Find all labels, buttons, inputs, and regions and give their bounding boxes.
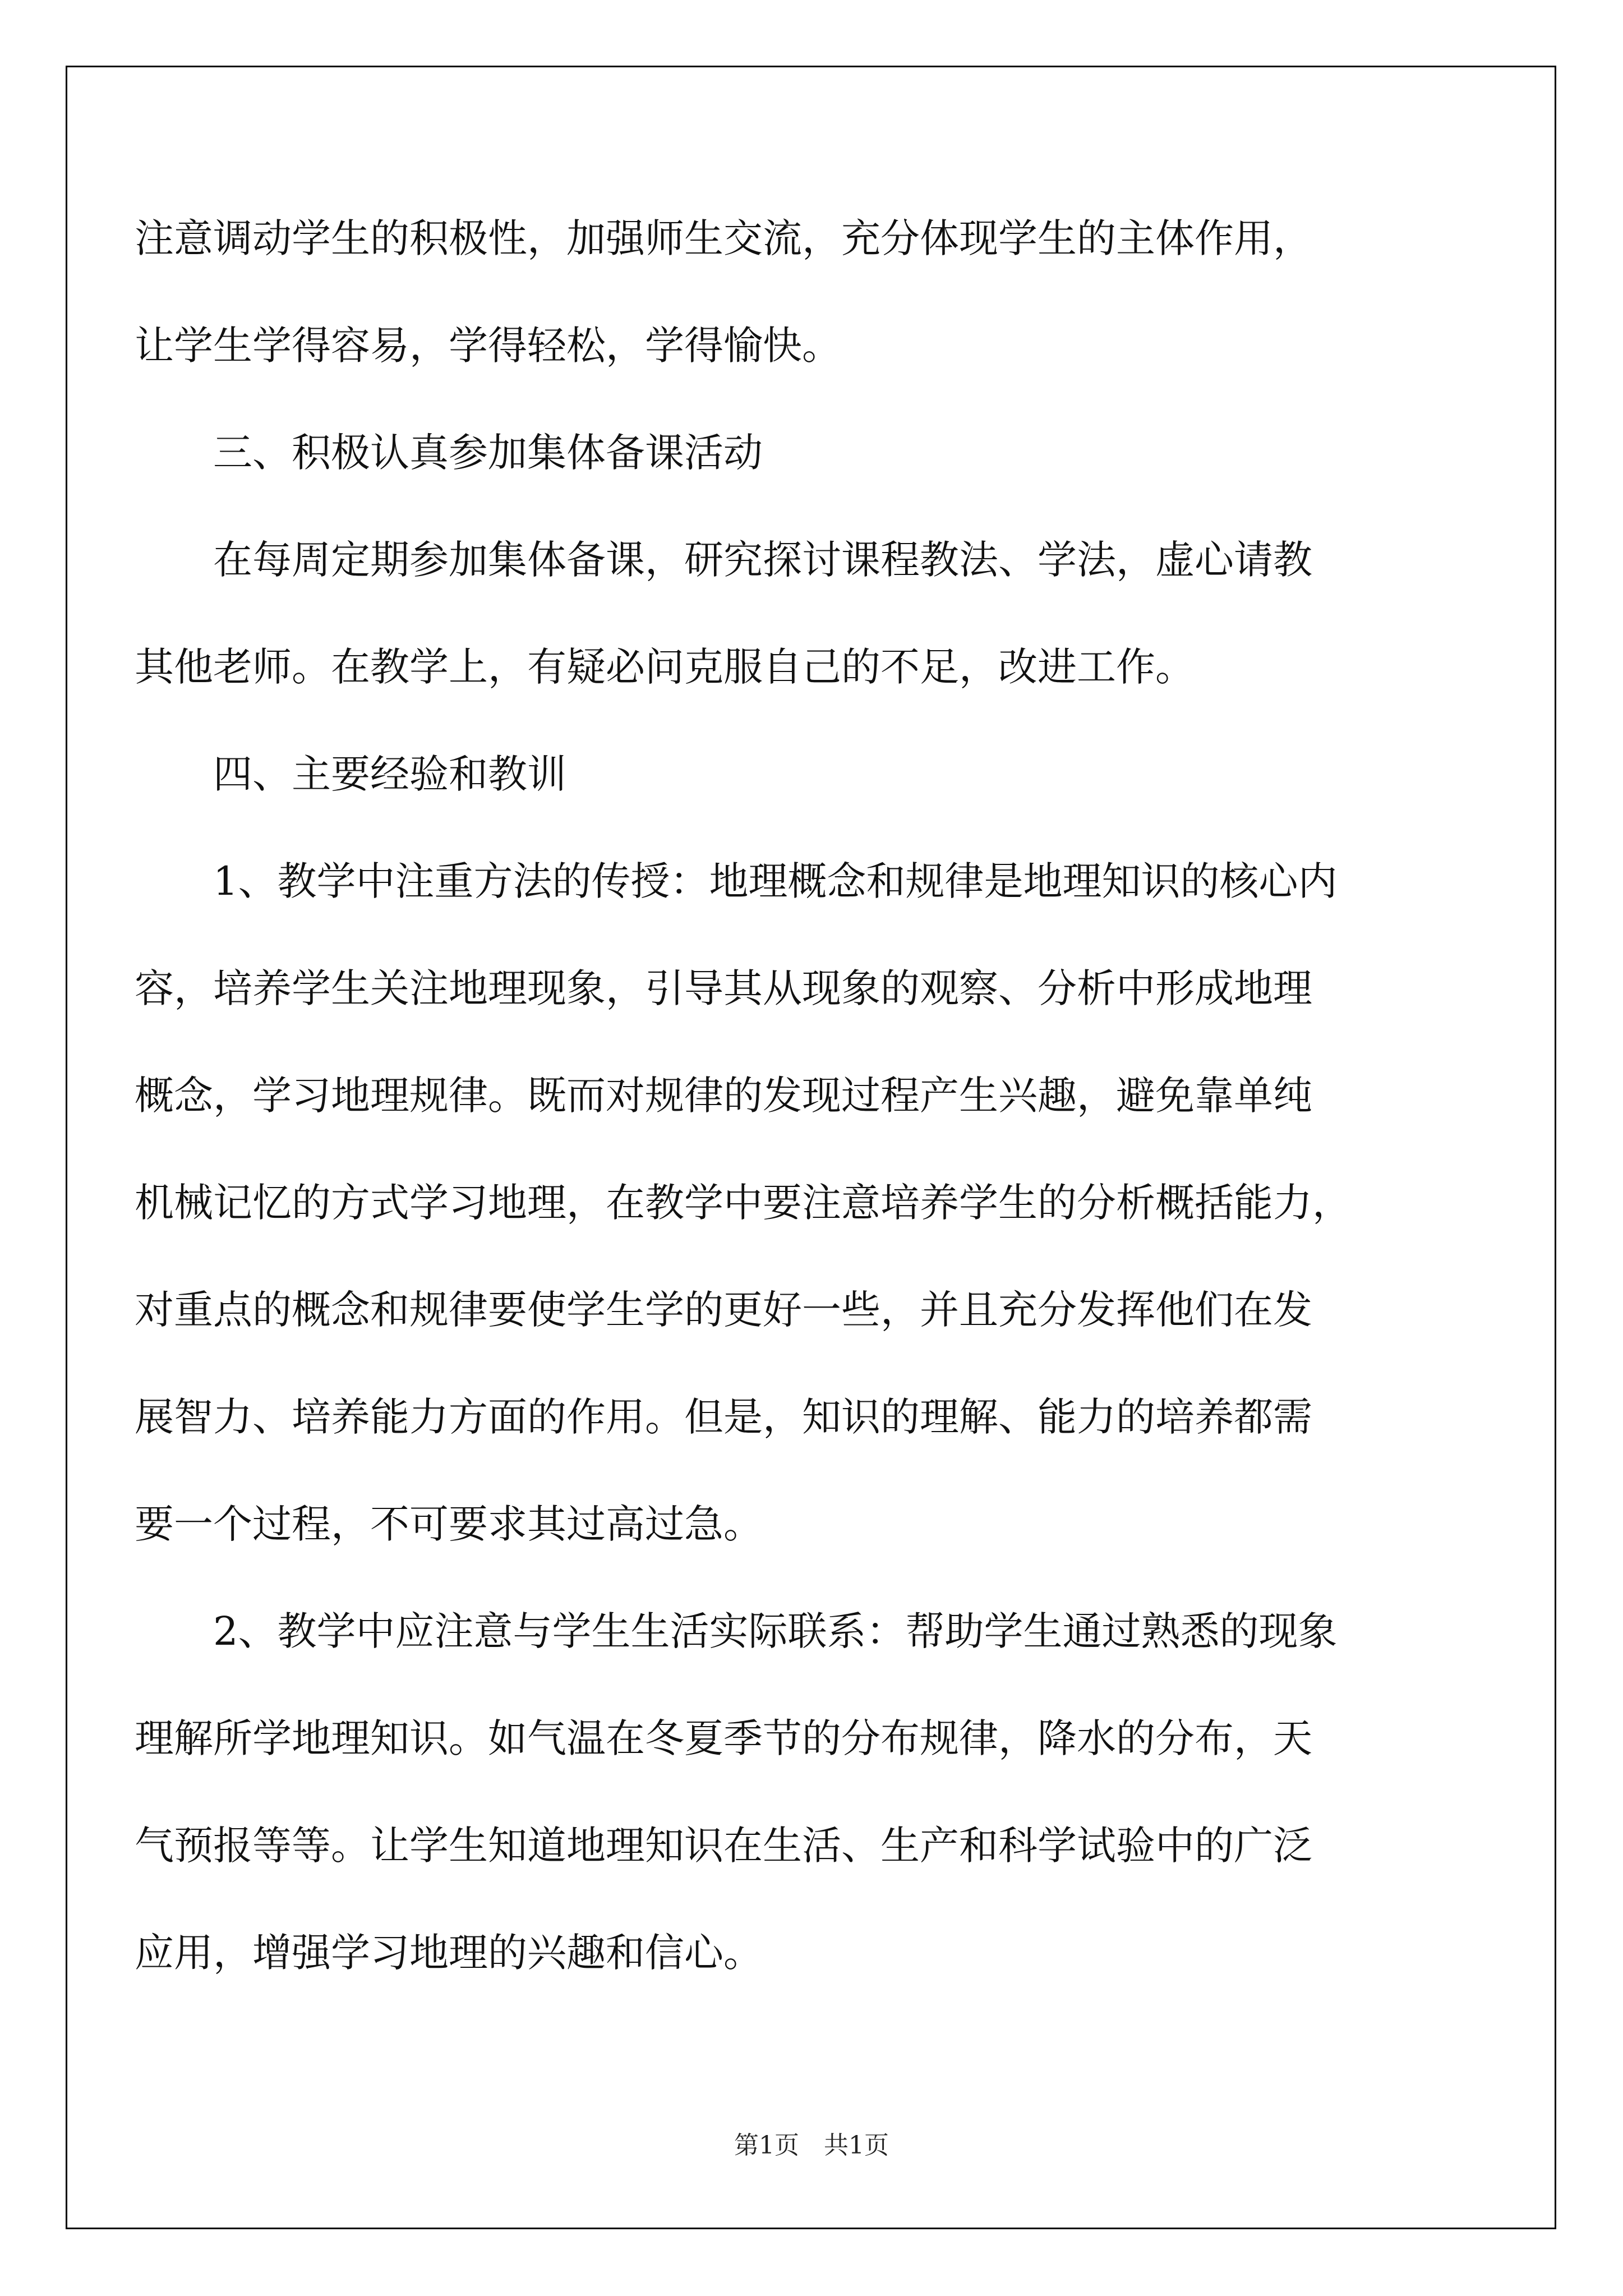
text-line-16: 气预报等等。让学生知道地理知识在生活、生产和科学试验中的广泛 bbox=[135, 1823, 1312, 1869]
text-line-2: 让学生学得容易，学得轻松，学得愉快。 bbox=[135, 323, 841, 369]
page-footer bbox=[0, 2125, 1623, 2161]
text-line-5: 其他老师。在教学上，有疑必问克服自己的不足，改进工作。 bbox=[135, 644, 1195, 690]
text-line-17: 应用，增强学习地理的兴趣和信心。 bbox=[135, 1930, 763, 1976]
section-heading-4: 四、主要经验和教训 bbox=[213, 751, 566, 797]
text-line-7: 1、教学中注重方法的传授：地理概念和规律是地理知识的核心内 bbox=[213, 858, 1338, 904]
text-line-13: 要一个过程，不可要求其过高过急。 bbox=[135, 1501, 763, 1547]
text-line-10: 机械记忆的方式学习地理，在教学中要注意培养学生的分析概括能力， bbox=[135, 1180, 1352, 1226]
text-line-12: 展智力、培养能力方面的作用。但是，知识的理解、能力的培养都需 bbox=[135, 1394, 1312, 1440]
text-line-15: 理解所学地理知识。如气温在冬夏季节的分布规律，降水的分布，天 bbox=[135, 1715, 1312, 1761]
document-body bbox=[135, 185, 1497, 2007]
text-line-14: 2、教学中应注意与学生生活实际联系：帮助学生通过熟悉的现象 bbox=[213, 1608, 1338, 1654]
text-line-11: 对重点的概念和规律要使学生学的更好一些，并且充分发挥他们在发 bbox=[135, 1287, 1312, 1333]
text-line-4: 在每周定期参加集体备课，研究探讨课程教法、学法，虚心请教 bbox=[213, 537, 1312, 583]
text-line-9: 概念，学习地理规律。既而对规律的发现过程产生兴趣，避免靠单纯 bbox=[135, 1073, 1312, 1119]
page-number-total: 共1页 bbox=[824, 2131, 889, 2160]
text-line-8: 容，培养学生关注地理现象，引导其从现象的观察、分析中形成地理 bbox=[135, 965, 1312, 1011]
section-heading-3: 三、积极认真参加集体备课活动 bbox=[213, 430, 763, 476]
text-line-1: 注意调动学生的积极性，加强师生交流，充分体现学生的主体作用， bbox=[135, 215, 1312, 261]
page-number-current: 第1页 bbox=[734, 2131, 799, 2160]
